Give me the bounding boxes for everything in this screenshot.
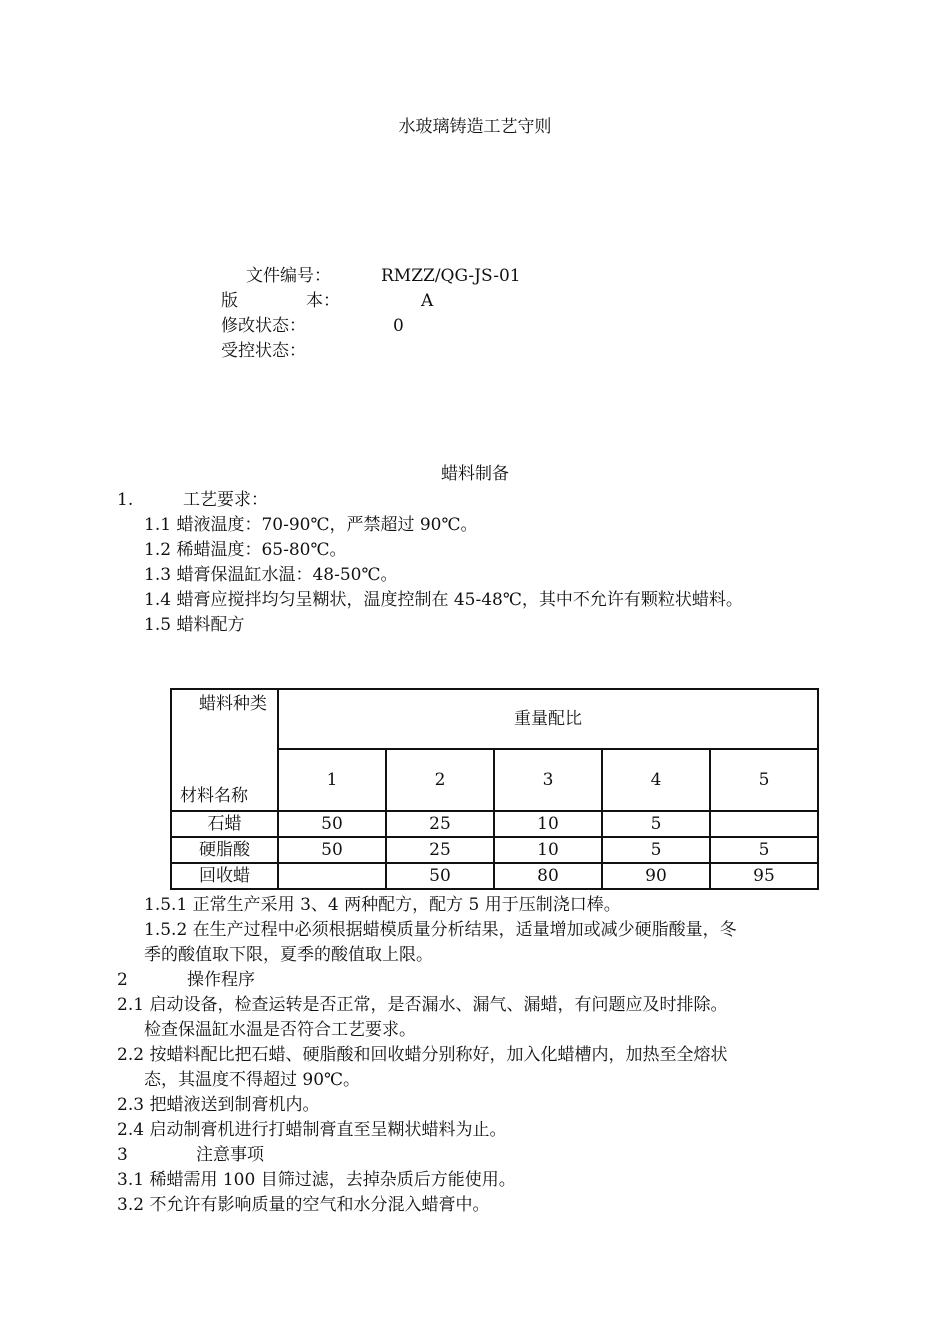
weight-ratio-header: 重量配比 bbox=[278, 689, 818, 749]
ratio-cell: 90 bbox=[602, 863, 710, 889]
ratio-cell bbox=[710, 811, 818, 837]
section-3-number: 3 bbox=[117, 1145, 128, 1165]
requirement-item: 1.4 蜡膏应搅拌均匀呈糊状，温度控制在 45-48℃，其中不允许有颗粒状蜡料。 bbox=[144, 590, 743, 610]
ratio-cell: 5 bbox=[710, 837, 818, 863]
section-1-number: 1. bbox=[117, 490, 134, 510]
ratio-cell: 25 bbox=[386, 837, 494, 863]
document-title: 水玻璃铸造工艺守则 bbox=[398, 117, 552, 137]
requirement-item: 1.3 蜡膏保温缸水温：48-50℃。 bbox=[144, 565, 398, 585]
requirement-item: 1.1 蜡液温度：70-90℃，严禁超过 90℃。 bbox=[144, 515, 478, 535]
formula-column-header: 5 bbox=[710, 749, 818, 811]
section-2-number: 2 bbox=[117, 970, 128, 990]
ratio-cell: 95 bbox=[710, 863, 818, 889]
version-label-a: 版 bbox=[221, 291, 238, 311]
revision-status-value: 0 bbox=[393, 316, 404, 336]
requirement-item: 1.5 蜡料配方 bbox=[144, 615, 245, 635]
ratio-cell: 25 bbox=[386, 811, 494, 837]
section-3-title: 注意事项 bbox=[196, 1145, 264, 1165]
ratio-cell: 50 bbox=[386, 863, 494, 889]
formula-column-header: 3 bbox=[494, 749, 602, 811]
step-2-3: 2.3 把蜡液送到制膏机内。 bbox=[117, 1095, 320, 1115]
material-name-cell: 石蜡 bbox=[171, 811, 278, 837]
ratio-cell bbox=[278, 863, 386, 889]
ratio-cell: 10 bbox=[494, 811, 602, 837]
table-row bbox=[171, 837, 818, 863]
version-value: A bbox=[421, 291, 434, 311]
wax-formula-table bbox=[170, 688, 819, 890]
note-1-5-1: 1.5.1 正常生产采用 3、4 两种配方，配方 5 用于压制浇口棒。 bbox=[144, 895, 621, 915]
formula-column-header: 1 bbox=[278, 749, 386, 811]
note-1-5-2-line-1: 1.5.2 在生产过程中必须根据蜡模质量分析结果，适量增加或减少硬脂酸量，冬 bbox=[144, 920, 737, 940]
note-3-2: 3.2 不允许有影响质量的空气和水分混入蜡膏中。 bbox=[117, 1195, 490, 1215]
step-2-2-line-1: 2.2 按蜡料配比把石蜡、硬脂酸和回收蜡分别称好，加入化蜡槽内，加热至全熔状 bbox=[117, 1045, 728, 1065]
material-name-header: 材料名称 bbox=[180, 786, 248, 806]
note-3-1: 3.1 稀蜡需用 100 目筛过滤，去掉杂质后方能使用。 bbox=[117, 1170, 516, 1190]
control-status-label: 受控状态： bbox=[221, 341, 306, 361]
ratio-cell: 5 bbox=[602, 811, 710, 837]
step-2-2-line-2: 态，其温度不得超过 90℃。 bbox=[144, 1070, 361, 1090]
ratio-cell: 50 bbox=[278, 837, 386, 863]
step-2-4: 2.4 启动制膏机进行打蜡制膏直至呈糊状蜡料为止。 bbox=[117, 1120, 507, 1140]
step-2-1-line-2: 检查保温缸水温是否符合工艺要求。 bbox=[144, 1020, 416, 1040]
material-name-cell: 回收蜡 bbox=[171, 863, 278, 889]
material-name-cell: 硬脂酸 bbox=[171, 837, 278, 863]
formula-column-header: 2 bbox=[386, 749, 494, 811]
file-number-label: 文件编号： bbox=[246, 266, 331, 286]
section-title: 蜡料制备 bbox=[441, 464, 509, 484]
version-label-b: 本： bbox=[306, 291, 340, 311]
step-2-1-line-1: 2.1 启动设备，检查运转是否正常，是否漏水、漏气、漏蜡，有问题应及时排除。 bbox=[117, 995, 728, 1015]
section-1-title: 工艺要求： bbox=[183, 490, 268, 510]
requirement-item: 1.2 稀蜡温度：65-80℃。 bbox=[144, 540, 347, 560]
wax-type-header: 蜡料种类 bbox=[199, 694, 267, 714]
formula-column-header: 4 bbox=[602, 749, 710, 811]
table-row bbox=[171, 863, 818, 889]
table-row bbox=[171, 811, 818, 837]
ratio-cell: 50 bbox=[278, 811, 386, 837]
ratio-cell: 10 bbox=[494, 837, 602, 863]
note-1-5-2-line-2: 季的酸值取下限，夏季的酸值取上限。 bbox=[144, 945, 433, 965]
ratio-cell: 5 bbox=[602, 837, 710, 863]
diagonal-header-cell bbox=[171, 689, 278, 811]
revision-status-label: 修改状态： bbox=[221, 316, 306, 336]
file-number-value: RMZZ/QG-JS-01 bbox=[381, 266, 521, 286]
section-2-title: 操作程序 bbox=[187, 970, 255, 990]
ratio-cell: 80 bbox=[494, 863, 602, 889]
